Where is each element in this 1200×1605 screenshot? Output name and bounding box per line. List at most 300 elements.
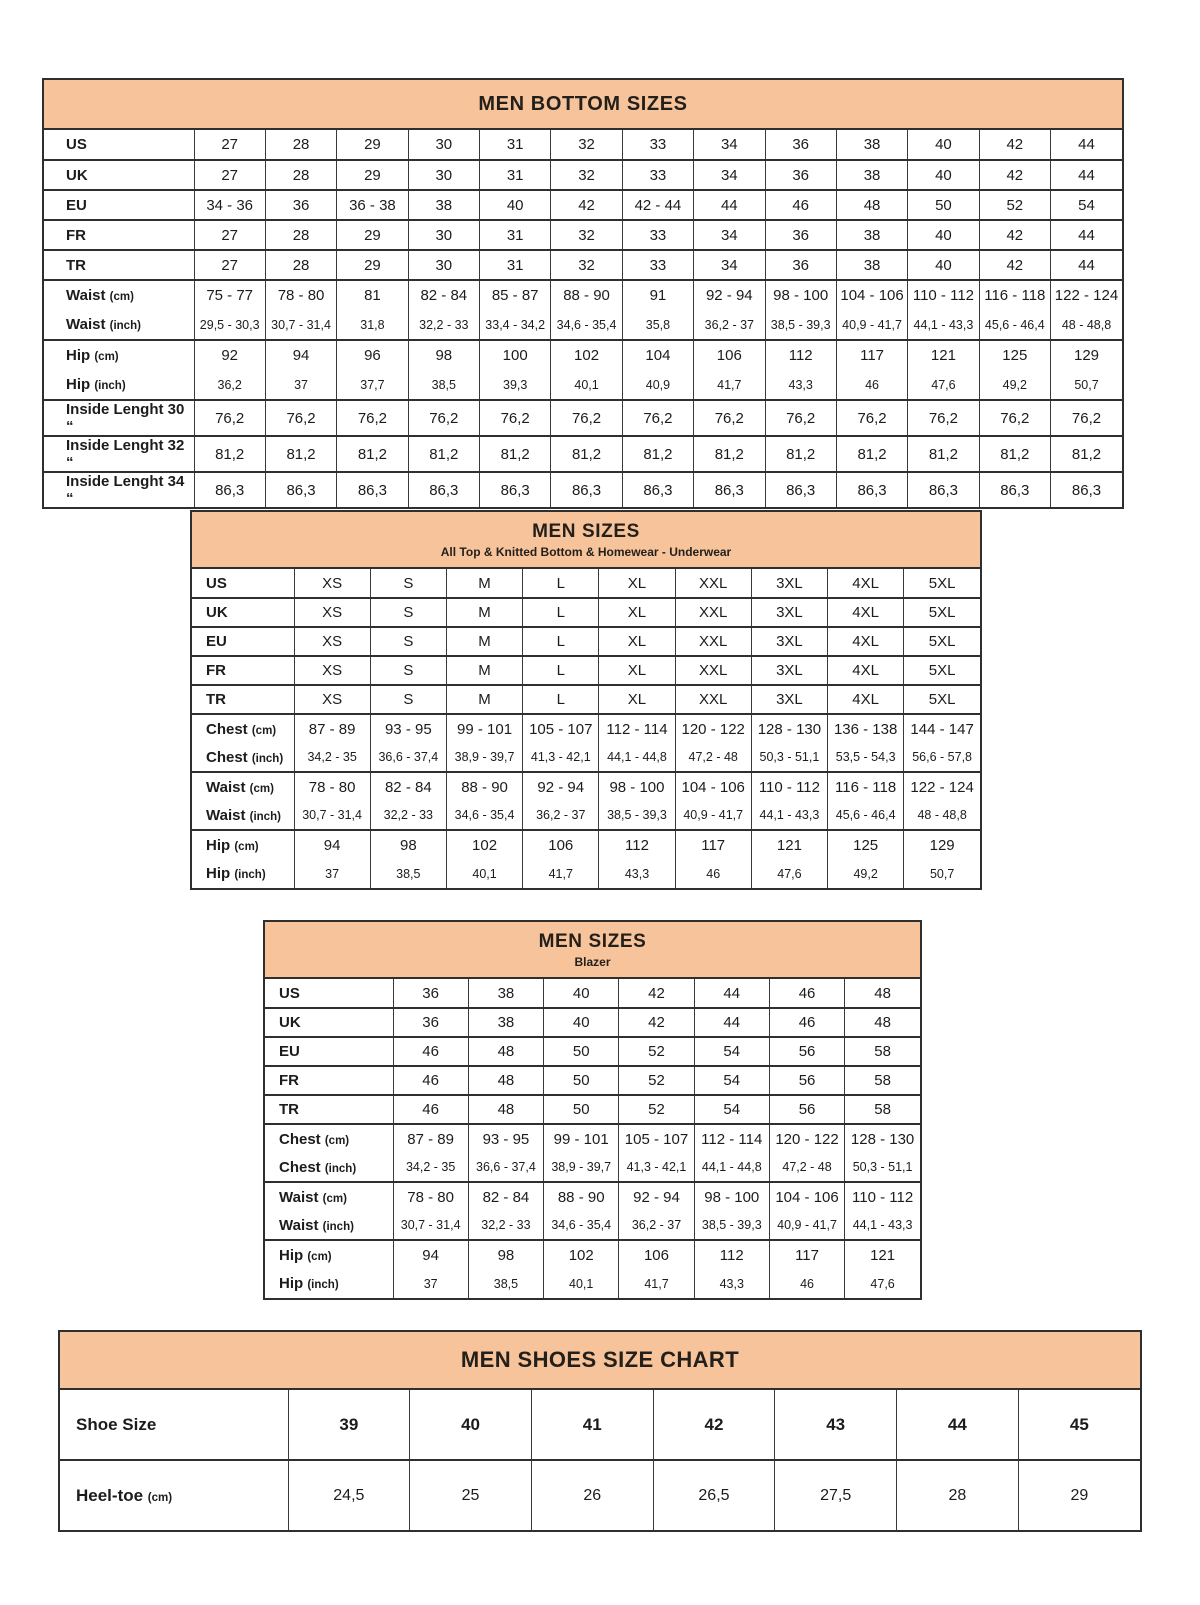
size-cell: 88 - 90 [551,280,622,310]
size-cell: XS [294,627,370,656]
size-cell: 36 [393,1008,468,1037]
size-cell: 36,6 - 37,4 [370,743,446,772]
size-cell: 44,1 - 43,3 [751,801,827,830]
size-cell: 42 [619,979,694,1008]
men-sizes-tops-table [190,510,982,890]
size-cell: 42 - 44 [622,190,693,220]
size-cell: 42 [979,220,1050,250]
size-cell: 53,5 - 54,3 [828,743,904,772]
size-cell: 122 - 124 [904,772,980,801]
size-cell: 42 [619,1008,694,1037]
size-cell: 4XL [828,656,904,685]
table-row [192,685,980,714]
row-label: EU [265,1037,393,1066]
size-cell: 54 [1051,190,1123,220]
size-cell: 30,7 - 31,4 [393,1211,468,1240]
size-cell: 5XL [928,574,956,592]
size-cell: 38,5 - 39,3 [599,801,675,830]
size-cell: 29 [337,130,408,160]
size-cell: 106 [694,340,765,370]
size-cell: 44 [694,1008,769,1037]
size-cell: 98 - 100 [694,1182,769,1211]
size-cell: 44 [1078,136,1095,153]
size-cell: 50,7 [929,866,955,881]
size-cell: 30 [408,130,479,160]
size-cell: 48 [836,190,907,220]
size-cell: 41,3 - 42,1 [619,1153,694,1182]
size-cell: 121 [908,340,979,370]
size-cell: 38 [836,250,907,280]
size-cell: 32 [551,130,622,160]
size-cell: 99 - 101 [544,1124,619,1153]
size-cell: 144 - 147 [904,714,980,743]
size-cell: 100 [480,340,551,370]
size-cell: 3XL [751,569,827,598]
size-cell: 30 [408,160,479,190]
size-cell: 92 - 94 [619,1182,694,1211]
size-cell: 50,7 [1074,377,1099,392]
size-cell: 86,3 [908,472,979,507]
size-cell: 4XL [828,598,904,627]
size-cell: 34 [694,160,765,190]
size-cell: 102 [544,1240,619,1269]
size-cell: 38,9 - 39,7 [544,1153,619,1182]
size-cell: 54 [694,1037,769,1066]
row-label-unit: (inch) [94,380,126,392]
size-cell: 47,6 [751,859,827,888]
size-cell: 81 [337,280,408,310]
size-cell: 93 - 95 [468,1124,543,1153]
table-title: MEN BOTTOM SIZES [478,92,688,115]
size-cell: 76,2 [408,400,479,436]
size-cell: 104 - 106 [675,772,751,801]
size-cell: 40 [908,130,979,160]
size-cell: 32,2 - 33 [370,801,446,830]
size-cell: 36 [393,979,468,1008]
size-cell: 46 [393,1037,468,1066]
size-cell: 58 [845,1066,920,1095]
row-label: EU [192,627,294,656]
size-cell: 24,5 [288,1460,410,1530]
size-cell: 48 [845,1008,920,1037]
size-cell: 43,3 [694,1269,769,1298]
table-row [265,1037,920,1066]
size-cell: S [370,598,446,627]
row-label: FR [192,656,294,685]
size-cell: 31,8 [337,310,408,340]
row-label-unit: (cm) [147,1491,173,1504]
size-cell: 50 [908,190,979,220]
size-cell: 125 [979,340,1050,370]
size-cell: 117 [769,1240,844,1269]
size-cell: 92 [194,340,265,370]
table-row [44,310,1122,340]
size-cell: 33 [622,130,693,160]
size-cell: 27 [194,220,265,250]
size-cell: 81,2 [694,436,765,472]
size-cell: 38 [468,1008,543,1037]
size-cell: 120 - 122 [769,1124,844,1153]
size-cell: 128 - 130 [751,714,827,743]
size-cell: M [446,598,522,627]
size-cell: 4XL [828,569,904,598]
row-label: Heel-toe (cm) [60,1460,288,1530]
size-cell: 112 [765,340,836,370]
row-label: US [192,569,294,598]
men-sizes-blazer-header [265,922,920,979]
size-cell: 29 [337,250,408,280]
table-title: MEN SHOES SIZE CHART [460,1347,740,1372]
size-cell: 27 [194,160,265,190]
men-shoes-size-chart-table [58,1330,1142,1532]
size-cell: 86,3 [408,472,479,507]
size-cell: 36 [765,250,836,280]
size-cell: 75 - 77 [194,280,265,310]
size-cell: 46 [393,1095,468,1124]
row-label: TR [192,685,294,714]
table-row [265,1269,920,1298]
size-cell: 41,7 [523,859,599,888]
size-cell: 86,3 [979,472,1050,507]
size-cell: 94 [393,1240,468,1269]
size-cell: 38,9 - 39,7 [446,743,522,772]
size-cell: 112 - 114 [599,714,675,743]
size-cell: 40 [480,190,551,220]
size-cell: 29,5 - 30,3 [194,310,265,340]
size-cell: 85 - 87 [480,280,551,310]
size-cell: 82 - 84 [370,772,446,801]
size-cell: 40,1 [544,1269,619,1298]
size-cell: 98 - 100 [599,772,675,801]
size-cell: 45,6 - 46,4 [979,310,1050,340]
size-cell: 30,7 - 31,4 [265,310,336,340]
size-cell: 38 [836,160,907,190]
table-row [44,190,1122,220]
size-cell: 45 [1069,1414,1089,1434]
size-cell: 41,7 [694,370,765,400]
row-label: Chest (inch) [265,1153,393,1182]
table-row [44,280,1122,310]
size-cell: XXL [675,685,751,714]
size-cell: 52 [619,1066,694,1095]
size-cell: 46 [769,1008,844,1037]
row-label-unit: (inch) [307,1279,339,1291]
table-row [265,1240,920,1269]
size-cell: 88 - 90 [544,1182,619,1211]
row-label: UK [44,160,194,190]
size-cell: XXL [675,627,751,656]
size-cell: 86,3 [337,472,408,507]
size-cell: 40 [908,160,979,190]
table-row [44,472,1122,507]
size-cell: XS [294,656,370,685]
row-label-unit: (inch) [251,752,284,765]
size-cell: L [523,656,599,685]
size-cell: 29 [337,220,408,250]
size-cell: 43,3 [765,370,836,400]
size-cell: 110 - 112 [845,1182,920,1211]
size-cell: 110 - 112 [908,280,979,310]
row-label: Inside Lenght 32 “ [44,436,194,472]
size-cell: XL [599,598,675,627]
size-cell: 32,2 - 33 [408,310,479,340]
size-cell: XS [294,569,370,598]
size-cell: S [370,569,446,598]
size-cell: 31 [480,130,551,160]
row-label: Chest (cm) [265,1124,393,1153]
table-row [44,160,1122,190]
size-cell: 46 [836,370,907,400]
size-cell: 3XL [751,656,827,685]
size-cell: 40 [544,1008,619,1037]
size-cell: 99 - 101 [446,714,522,743]
table-row [44,250,1122,280]
row-label: Hip (inch) [44,370,194,400]
size-cell: 38 [468,979,543,1008]
size-cell: 33 [622,220,693,250]
men-shoes-size-chart-grid [60,1390,1140,1530]
size-cell: 87 - 89 [294,714,370,743]
size-cell: 48 - 48,8 [917,808,967,822]
size-cell: L [523,569,599,598]
table-row [192,656,980,685]
size-cell: 48 [468,1066,543,1095]
size-cell: 33 [622,250,693,280]
table-row [265,1124,920,1153]
table-title: MEN SIZES [538,930,647,952]
row-label-unit: (inch) [322,1220,354,1233]
size-cell: 125 [828,830,904,859]
size-cell: 86,3 [836,472,907,507]
size-cell: 38 [836,130,907,160]
size-cell: 76,2 [480,400,551,436]
size-cell: M [446,569,522,598]
size-cell: 56 [769,1066,844,1095]
size-cell: 34,6 - 35,4 [446,801,522,830]
table-subtitle: Blazer [574,954,611,969]
size-cell: 58 [845,1037,920,1066]
size-cell: 27 [194,250,265,280]
size-cell: XS [294,598,370,627]
size-cell: 91 [622,280,693,310]
size-cell: 116 - 118 [979,280,1050,310]
size-cell: 46 [769,979,844,1008]
size-cell: 129 [904,830,980,859]
size-cell: XS [294,685,370,714]
size-cell: 76,2 [908,400,979,436]
table-row [265,1182,920,1211]
size-cell: 104 [622,340,693,370]
size-cell: 106 [619,1240,694,1269]
size-cell: 37 [294,859,370,888]
size-cell: 30 [408,220,479,250]
table-row [192,714,980,743]
size-cell: 120 - 122 [675,714,751,743]
size-cell: 82 - 84 [408,280,479,310]
size-cell: 47,6 [870,1276,895,1291]
men-sizes-blazer-grid [265,979,920,1298]
size-cell: 39 [288,1390,410,1460]
size-cell: 43,3 [599,859,675,888]
size-cell: 110 - 112 [751,772,827,801]
size-cell: XXL [675,656,751,685]
size-cell: 76,2 [622,400,693,436]
row-label-unit: (inch) [234,869,266,881]
size-cell: 34,2 - 35 [294,743,370,772]
size-cell: 41,3 - 42,1 [523,743,599,772]
row-label: UK [192,598,294,627]
size-cell: 5XL [904,598,980,627]
size-cell: 76,2 [765,400,836,436]
size-cell: XL [599,627,675,656]
size-cell: 38,5 - 39,3 [765,310,836,340]
size-cell: 32,2 - 33 [468,1211,543,1240]
size-cell: 35,8 [622,310,693,340]
size-cell: 81,2 [194,436,265,472]
size-cell: 32 [551,250,622,280]
row-label: US [44,130,194,160]
size-cell: 56 [769,1095,844,1124]
size-cell: 56 [769,1037,844,1066]
table-row [192,772,980,801]
row-label: Hip (cm) [44,340,194,370]
size-cell: 112 [599,830,675,859]
size-cell: 46 [765,190,836,220]
size-cell: 98 [370,830,446,859]
size-cell: M [446,656,522,685]
row-label: Inside Lenght 30 “ [44,400,194,436]
size-cell: 86,3 [765,472,836,507]
size-cell: 81,2 [979,436,1050,472]
size-cell: 34 [694,220,765,250]
size-cell: 81,2 [480,436,551,472]
size-cell: 78 - 80 [393,1182,468,1211]
size-cell: 31 [480,250,551,280]
size-cell: 82 - 84 [468,1182,543,1211]
table-row [265,1211,920,1240]
table-row [192,627,980,656]
row-label-unit: (cm) [249,782,274,795]
size-cell: 44,1 - 43,3 [852,1218,913,1232]
size-cell: 40,1 [446,859,522,888]
size-cell: 50 [544,1037,619,1066]
size-cell: 44,1 - 44,8 [694,1153,769,1182]
size-cell: 50,3 - 51,1 [852,1160,913,1174]
size-cell: 26,5 [653,1460,775,1530]
size-cell: 121 [845,1240,920,1269]
table-row [60,1460,1140,1530]
size-cell: 121 [751,830,827,859]
size-cell: 86,3 [1051,472,1123,507]
size-cell: 52 [619,1037,694,1066]
size-cell: 76,2 [694,400,765,436]
row-label: Chest (inch) [192,743,294,772]
size-cell: 44 [1051,160,1123,190]
size-cell: L [523,627,599,656]
size-cell: 3XL [751,685,827,714]
size-cell: 54 [694,1066,769,1095]
size-cell: XL [599,685,675,714]
size-cell: 3XL [751,627,827,656]
size-cell: 81,2 [337,436,408,472]
size-cell: 36 [265,190,336,220]
size-cell: 40 [908,220,979,250]
size-cell: 92 - 94 [694,280,765,310]
size-cell: 31 [480,220,551,250]
size-cell: 43 [775,1390,897,1460]
size-cell: S [370,627,446,656]
size-cell: 26 [531,1460,653,1530]
size-cell: 104 - 106 [836,280,907,310]
size-cell: 104 - 106 [769,1182,844,1211]
size-cell: M [446,627,522,656]
size-cell: 36 - 38 [337,190,408,220]
size-cell: 112 [694,1240,769,1269]
size-cell: 33 [622,160,693,190]
size-cell: 42 [979,160,1050,190]
size-cell: 98 - 100 [765,280,836,310]
size-cell: 28 [265,130,336,160]
table-row [60,1390,1140,1460]
size-cell: 88 - 90 [446,772,522,801]
size-cell: 5XL [904,627,980,656]
table-row [192,569,980,598]
size-cell: 42 [653,1390,775,1460]
size-cell: 106 [523,830,599,859]
size-cell: 34,6 - 35,4 [551,310,622,340]
row-label: Chest (cm) [192,714,294,743]
men-sizes-tops-header [192,512,980,569]
size-cell: 38 [408,190,479,220]
size-cell: 81,2 [265,436,336,472]
size-cell: 5XL [904,656,980,685]
size-cell: 25 [410,1460,532,1530]
size-cell: 36 [765,220,836,250]
row-label: Hip (cm) [265,1240,393,1269]
size-cell: 45,6 - 46,4 [828,801,904,830]
size-cell: 56,6 - 57,8 [912,750,972,764]
table-row [265,979,920,1008]
row-label-unit: (inch) [249,810,281,823]
size-cell: 105 - 107 [619,1124,694,1153]
size-cell: 81,2 [622,436,693,472]
row-label: Shoe Size [60,1390,288,1460]
row-label: UK [265,1008,393,1037]
size-cell: 76,2 [265,400,336,436]
size-cell: 98 [468,1240,543,1269]
table-row [265,1095,920,1124]
table-row [44,436,1122,472]
size-cell: 129 [1051,340,1123,370]
size-cell: 54 [694,1095,769,1124]
size-cell: XXL [675,569,751,598]
size-cell: 76,2 [194,400,265,436]
table-row [265,1008,920,1037]
size-cell: 112 - 114 [694,1124,769,1153]
table-subtitle: All Top & Knitted Bottom & Homewear - Underwear [440,544,732,559]
size-cell: 48 [468,1037,543,1066]
size-cell: 105 - 107 [523,714,599,743]
size-cell: 81,2 [765,436,836,472]
table-row [44,220,1122,250]
row-label: FR [265,1066,393,1095]
size-cell: 32 [551,160,622,190]
size-cell: 28 [265,250,336,280]
size-cell: 44 [1051,220,1123,250]
size-cell: 40,9 - 41,7 [675,801,751,830]
row-label: US [265,979,393,1008]
row-label-unit: (cm) [109,291,134,303]
